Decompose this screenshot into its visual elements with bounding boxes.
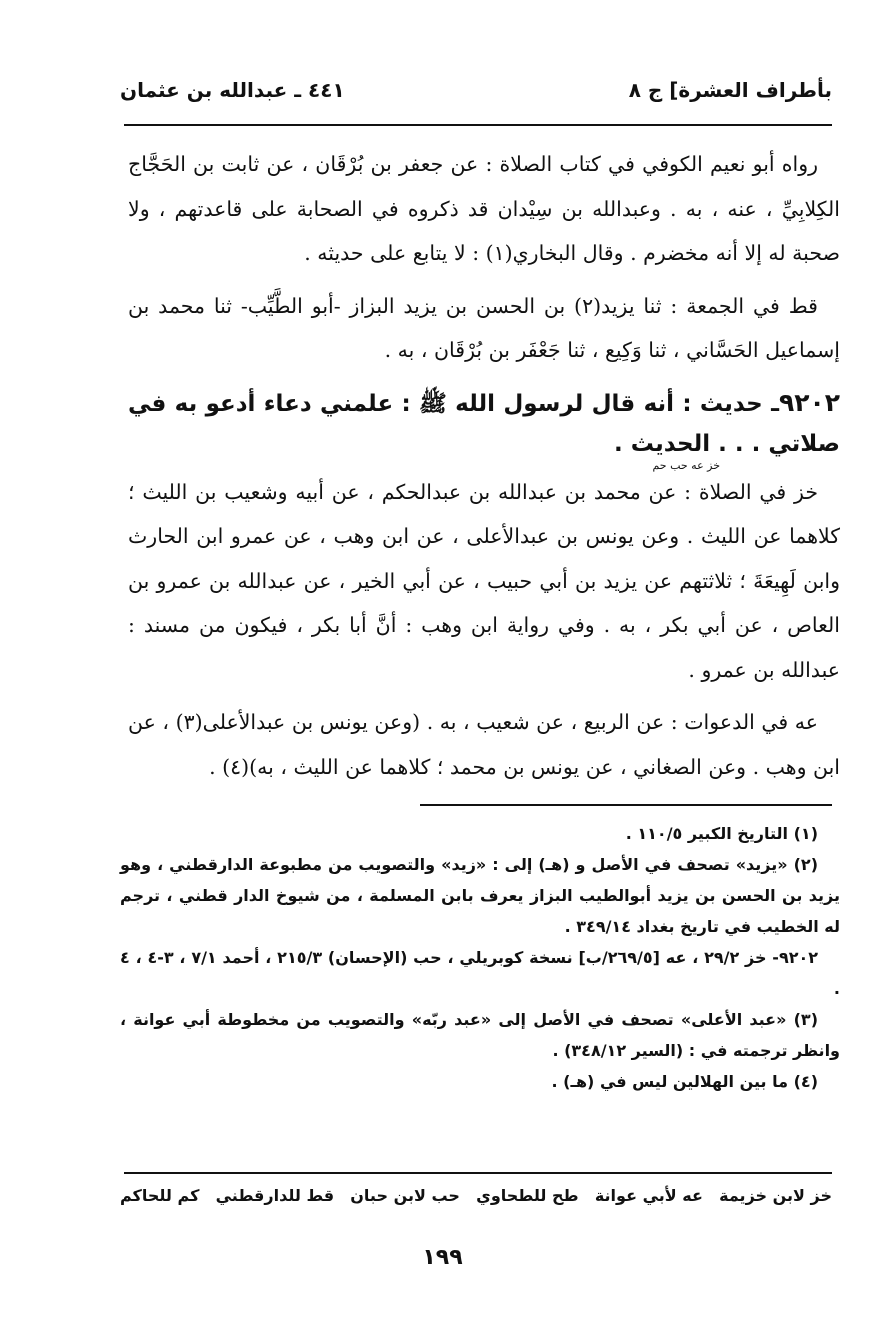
footnote-hadith-sources: ٩٢٠٢- خز ٢٩/٢ ، عه [٢٦٩/٥/ب] نسخة كوبريلي ، حب (الإحسان) ٢١٥/٣ ، أحمد ٧/١ ، ٣-٤ ، ٤ . bbox=[120, 948, 840, 998]
header-book-title: بأطراف العشرة] ج ٨ bbox=[628, 78, 832, 102]
footnote-4: (٤) ما بين الهلالين ليس في (هـ) . bbox=[551, 1072, 818, 1091]
legend-item: خز لابن خزيمة bbox=[719, 1186, 832, 1205]
page-number: ١٩٩ bbox=[422, 1245, 463, 1270]
paragraph-2: قط في الجمعة : ثنا يزيد(٢) بن الحسن بن يزيد البزاز -أبو الطَّيِّب- ثنا محمد بن إسماعيل الحَسَّاني ، ثنا وَكِيع ، ثنا جَعْفَر بن بُرْقَان ، به . bbox=[128, 293, 840, 362]
header-rule bbox=[124, 124, 832, 126]
hadith-heading bbox=[128, 383, 840, 464]
paragraph-3: خز في الصلاة : عن محمد بن عبدالله بن عبدالحكم ، عن أبيه وشعيب بن الليث ؛ كلاهما عن الليث . وعن يونس بن عبدالأعلى ، عن ابن وهب ، عن عمرو ابن الحارث وابن لَهِيعَةَ ؛ ثلاثتهم عن يزيد بن أبي حبيب ، عن أبي الخير ، عن عبدالله بن عمرو بن العاص ، عن أبي بكر ، به . وفي رواية ابن وهب : أنَّ أبا بكر ، فيكون من مسند : عبدالله بن عمرو . bbox=[128, 479, 840, 682]
footnotes bbox=[120, 818, 840, 1097]
hadith-text: ـ حديث : أنه قال لرسول الله ﷺ : علمني دعاء أدعو به في صلاتي . . . الحديث . bbox=[128, 390, 840, 457]
running-header bbox=[120, 78, 832, 118]
footnote-2: (٢) «يزيد» تصحف في الأصل و (هـ) إلى : «زيد» والتصويب من مطبوعة الدارقطني ، وهو يزيد بن الحسن بن يزيد أبوالطيب البزاز يعرف بابن المسلمة ، من شيوخ الدار قطني ، ترجم له الخطيب في تاريخ بغداد ٣٤٩/١٤ . bbox=[120, 855, 840, 936]
legend-item: طح للطحاوي bbox=[476, 1186, 579, 1205]
legend-rule bbox=[124, 1172, 832, 1174]
legend-item: حب لابن حبان bbox=[350, 1186, 460, 1205]
hadith-source-symbols: خز عه حب حم bbox=[652, 458, 720, 472]
main-text bbox=[128, 142, 840, 789]
paragraph-1: رواه أبو نعيم الكوفي في كتاب الصلاة : عن جعفر بن بُرْقَان ، عن ثابت بن الحَجَّاج الكِلابِيِّ ، عنه ، به . وعبدالله بن سِيْدان قد ذكروه في الصحابة على قاعدتهم ، ولا صحبة له إلا أنه مخضرم . وقال البخاري(١) : لا يتابع على حديثه . bbox=[128, 152, 840, 265]
legend-item: عه لأبي عوانة bbox=[594, 1186, 703, 1205]
legend-item: كم للحاكم bbox=[120, 1186, 200, 1205]
footnote-1: (١) التاريخ الكبير ١١٠/٥ . bbox=[625, 824, 818, 843]
footnote-3: (٣) «عبد الأعلى» تصحف في الأصل إلى «عبد ربّه» والتصويب من مخطوطة أبي عوانة ، وانظر ترجمته في : (السير ٣٤٨/١٢) . bbox=[120, 1010, 840, 1060]
header-section-title: ٤٤١ ـ عبدالله بن عثمان bbox=[120, 78, 345, 102]
hadith-number: ٩٢٠٢ bbox=[778, 387, 840, 417]
paragraph-4: عه في الدعوات : عن الربيع ، عن شعيب ، به . (وعن يونس بن عبدالأعلى(٣) ، عن ابن وهب . وعن الصغاني ، عن يونس بن محمد ؛ كلاهما عن الليث ، به)(٤) . bbox=[128, 710, 840, 779]
symbols-legend bbox=[120, 1186, 832, 1205]
legend-item: قط للدارقطني bbox=[215, 1186, 335, 1205]
footnote-rule bbox=[420, 804, 832, 806]
